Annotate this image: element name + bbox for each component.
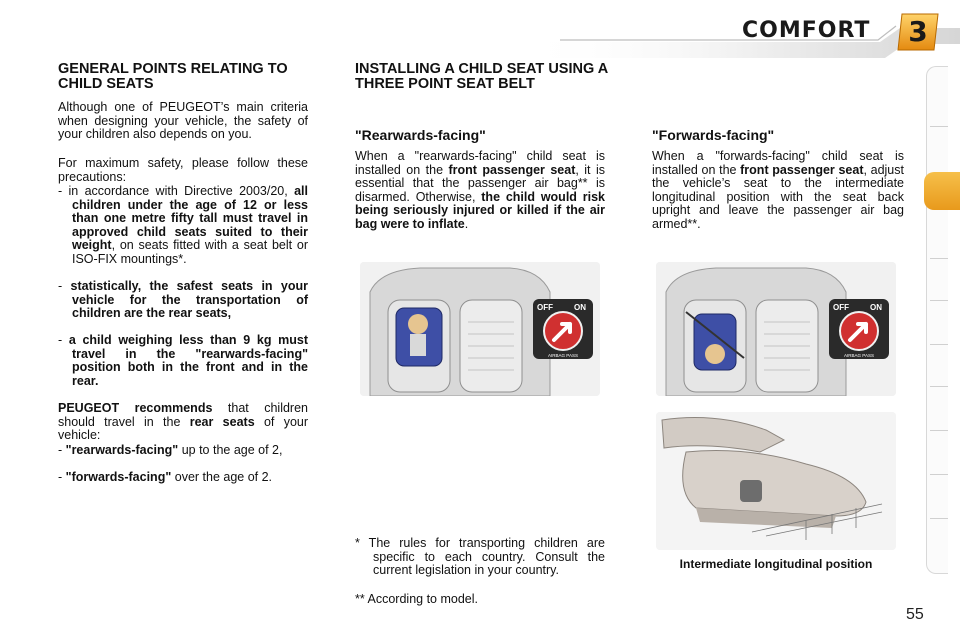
precaution-item-under-9kg: [58, 334, 308, 388]
airbag-off-label: OFF: [537, 303, 553, 312]
airbag-off-label: OFF: [833, 303, 849, 312]
recommendation-item-text: over the age of 2.: [171, 470, 273, 484]
recommendation-text: of your vehicle:: [58, 414, 309, 442]
recommendation-paragraph: [58, 402, 308, 443]
airbag-on-label: ON: [574, 303, 586, 312]
recommendation-text: that children should travel in the: [58, 401, 309, 429]
forwards-text-bold: front passenger seat: [740, 162, 864, 177]
recommendation-item-bold: "forwards-facing": [65, 470, 172, 484]
forwards-facing-paragraph: [652, 150, 904, 231]
rearwards-warning-bold: the child would risk being seriously injured or killed if the air bag were to inflate: [355, 189, 605, 231]
recommendation-item-bold: "rearwards-facing": [65, 443, 179, 457]
rearwards-text-bold: front passenger seat: [448, 162, 576, 177]
precaution-text-bold: all children under the age of 12 or less than one metre fifty tall must travel in approved child seats suited to their weight: [72, 184, 308, 252]
forwards-facing-illustration: [656, 262, 896, 396]
airbag-panel-label: AIRBAG PASS: [548, 353, 578, 358]
footnote-transport-rules: * The rules for transporting children are specific to each country. Consult the current legislation in your country.: [355, 536, 605, 577]
rearwards-facing-illustration: [360, 262, 600, 396]
chapter-tab-strip: [926, 66, 948, 574]
airbag-on-label: ON: [870, 303, 882, 312]
airbag-panel-label: AIRBAG PASS: [844, 353, 874, 358]
chapter-tab-divider: [930, 300, 948, 301]
chapter-tab-divider: [930, 518, 948, 519]
seat-position-illustration: [656, 412, 896, 550]
forwards-text: , adjust the vehicle’s seat to the intermediate longitudinal position with the seat back upright and leave the passenger air bag armed**.: [652, 162, 904, 231]
rearwards-text: , it is essential that the passenger air bag** is disarmed. Otherwise,: [355, 162, 605, 204]
list-dash: -: [58, 279, 71, 293]
precaution-text-bold: statistically, the safest seats in your vehicle for the transportation of children are the rear seats,: [70, 279, 308, 320]
precaution-text: , on seats fitted with a seat belt or ISO-FIX mountings*.: [72, 238, 308, 266]
recommendation-rear-seats: rear seats: [189, 414, 255, 429]
precaution-item-directive: [58, 185, 308, 266]
rearwards-text: When a "rearwards-facing" child seat is installed on the: [355, 149, 605, 177]
chapter-tab-divider: [930, 126, 948, 127]
recommendation-item-text: up to the age of 2,: [178, 443, 283, 457]
list-dash: -: [58, 333, 69, 347]
general-points-heading: GENERAL POINTS RELATING TO CHILD SEATS: [58, 61, 288, 92]
recommendation-item-rearwards: [58, 444, 308, 458]
installing-child-seat-heading: INSTALLING A CHILD SEAT USING A THREE POINT SEAT BELT: [355, 61, 608, 92]
precautions-intro: For maximum safety, please follow these precautions:: [58, 156, 308, 184]
intro-paragraph: Although one of PEUGEOT’s main criteria when designing your vehicle, the safety of your children also depends on you.: [58, 100, 308, 141]
forwards-facing-heading: "Forwards-facing": [652, 127, 775, 143]
list-dash: -: [58, 443, 66, 457]
precaution-text-bold: a child weighing less than 9 kg must travel in the "rearwards-facing" position both in the front and in the rear.: [68, 333, 308, 388]
airbag-switch-icon: [532, 298, 594, 360]
rearwards-facing-heading: "Rearwards-facing": [355, 127, 486, 143]
seat-position-caption: Intermediate longitudinal position: [679, 557, 873, 571]
precaution-text: - in accordance with Directive 2003/20,: [58, 184, 295, 198]
chapter-tab-divider: [930, 430, 948, 431]
recommendation-brand: PEUGEOT recommends: [58, 401, 213, 415]
precaution-item-safest-seats: [58, 280, 308, 321]
chapter-number: 3: [908, 15, 928, 48]
section-title: COMFORT: [742, 18, 871, 43]
forwards-text: When a "forwards-facing" child seat is installed on the: [652, 149, 904, 177]
chapter-tab-divider: [930, 386, 948, 387]
car-seat-sideview-icon: [656, 412, 896, 550]
chapter-tab-active[interactable]: [924, 172, 960, 210]
recommendation-item-forwards: [58, 471, 308, 485]
airbag-switch-icon: [828, 298, 890, 360]
list-dash: -: [58, 470, 66, 484]
chapter-tab-divider: [930, 344, 948, 345]
rearwards-facing-paragraph: [355, 150, 605, 231]
chapter-tab-divider: [930, 474, 948, 475]
chapter-tab-divider: [930, 258, 948, 259]
rearwards-text: .: [464, 216, 469, 231]
page-number: 55: [906, 606, 924, 623]
footnote-according-to-model: ** According to model.: [355, 592, 478, 606]
